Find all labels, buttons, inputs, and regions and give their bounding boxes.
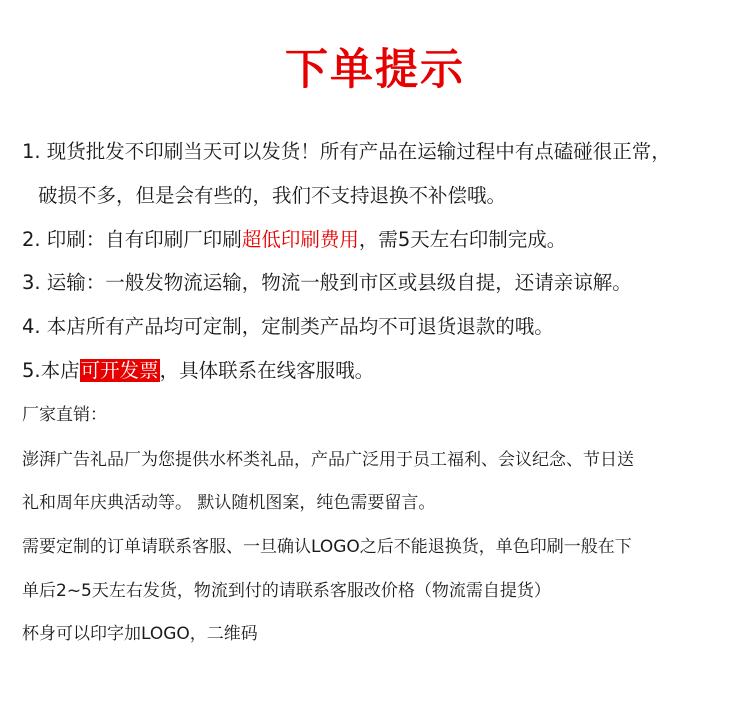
notice-item-2-suffix: ，需5天左右印制完成。 xyxy=(358,228,567,251)
notice-item-2-prefix: 2. 印刷：自有印刷厂印刷 xyxy=(22,228,242,251)
page-title: 下单提示 xyxy=(285,45,465,95)
description-line-3: 需要定制的订单请联系客服、一旦确认LOGO之后不能退换货，单色印刷一般在下 xyxy=(22,537,632,557)
description-line-2: 礼和周年庆典活动等。 默认随机图案，纯色需要留言。 xyxy=(22,493,436,513)
factory-direct-label: 厂家直销： xyxy=(22,405,107,425)
notice-item-5-prefix: 5.本店 xyxy=(22,359,80,382)
invoice-available-badge: 可开发票 xyxy=(80,359,159,382)
description-line-5: 杯身可以印字加LOGO，二维码 xyxy=(22,624,258,644)
notice-item-1-line-2: 破损不多，但是会有些的，我们不支持退换不补偿哦。 xyxy=(38,184,507,207)
notice-item-5 xyxy=(22,356,374,386)
notice-item-2 xyxy=(22,225,566,255)
notice-item-1-line-1: 1. 现货批发不印刷当天可以发货！所有产品在运输过程中有点磕碰很正常， xyxy=(22,140,671,163)
low-print-fee-highlight: 超低印刷费用 xyxy=(241,228,359,251)
notice-item-5-suffix: ，具体联系在线客服哦。 xyxy=(159,359,375,382)
notice-item-3: 3. 运输：一般发物流运输，物流一般到市区或县级自提，还请亲谅解。 xyxy=(22,271,632,294)
description-line-1: 澎湃广告礼品厂为您提供水杯类礼品，产品广泛用于员工福利、会议纪念、节日送 xyxy=(22,450,634,470)
description-line-4: 单后2~5天左右发货，物流到付的请联系客服改价格（物流需自提货） xyxy=(22,581,551,601)
notice-item-4: 4. 本店所有产品均可定制，定制类产品均不可退货退款的哦。 xyxy=(22,315,554,338)
